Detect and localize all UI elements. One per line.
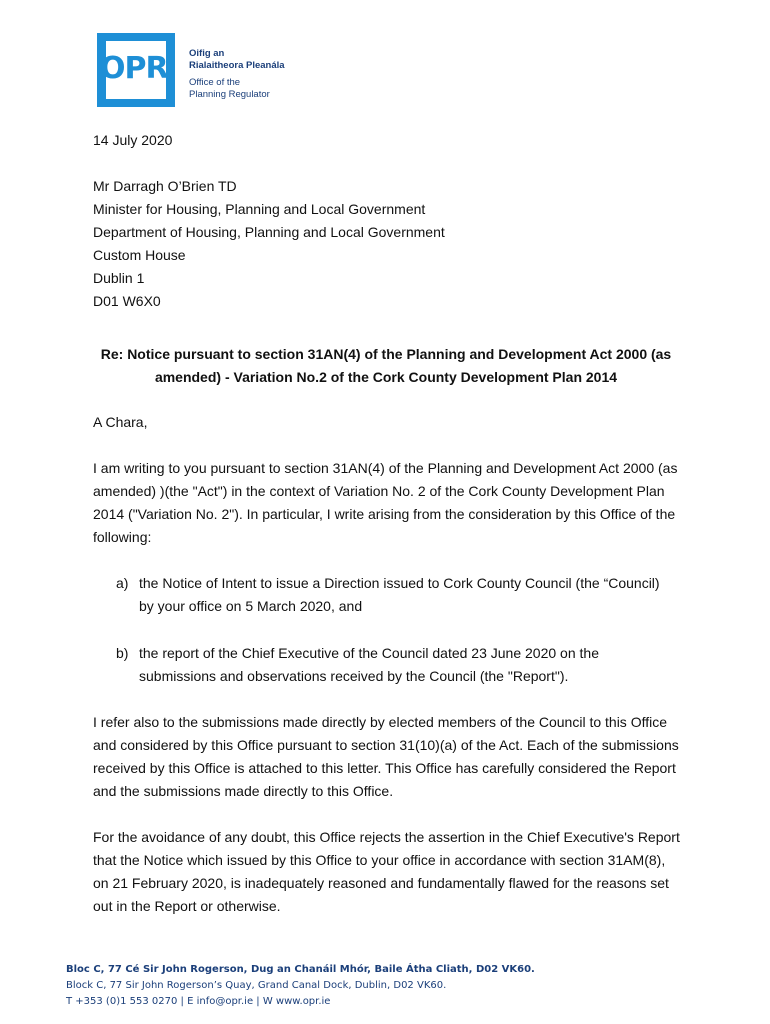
logo-mark-text: OPR [100, 51, 168, 86]
addressee-line: Department of Housing, Planning and Local Government [93, 224, 445, 240]
footer-irish-address: Bloc C, 77 Cé Sir John Rogerson, Dug an Chanáil Mhór, Baile Átha Cliath, D02 VK60. [66, 964, 535, 975]
addressee-line: Dublin 1 [93, 270, 145, 286]
list-item-b [116, 642, 676, 688]
list-item-text: the Notice of Intent to issue a Direction issued to Cork County Council (the “Council) by your office on 5 March 2020, and [139, 575, 660, 614]
list-item-a [116, 572, 676, 618]
addressee-line: Minister for Housing, Planning and Local Government [93, 201, 426, 217]
letter-date: 14 July 2020 [93, 132, 173, 148]
logo-english-line-1: Office of the [189, 77, 241, 88]
salutation: A Chara, [93, 414, 148, 430]
subject-line: Re: Notice pursuant to section 31AN(4) of the Planning and Development Act 2000 (as amended) - Variation No.2 of the Cork County Development Plan 2014 [100, 346, 672, 385]
list-item-text: the report of the Chief Executive of the Council dated 23 June 2020 on the submissions and observations received by the Council (the "Report"). [139, 645, 599, 684]
logo-irish-line-1: Oifig an [189, 48, 225, 59]
footer-contact: T +353 (0)1 553 0270 | E info@opr.ie | W www.opr.ie [66, 996, 331, 1007]
list-item-label: b) [116, 645, 129, 661]
body-paragraph-1: I am writing to you pursuant to section 31AN(4) of the Planning and Development Act 2000 (as amended) )(the "Act") in the context of Variation No. 2 of the Cork County Development Plan 2014 ("Variation No. 2"). In particular, I write arising from the consideration by this Office of the following: [93, 460, 678, 545]
body-paragraph-2: I refer also to the submissions made directly by elected members of the Council to this Office and considered by this Office pursuant to section 31(10)(a) of the Act. Each of the submissions received by this Office is attached to this letter. This Office has carefully considered the Report and the submissions made directly to this Office. [93, 714, 679, 799]
addressee-line: D01 W6X0 [93, 293, 161, 309]
opr-logo-mark [97, 33, 175, 107]
addressee-line: Custom House [93, 247, 186, 263]
body-paragraph-3: For the avoidance of any doubt, this Office rejects the assertion in the Chief Executive's Report that the Notice which issued by this Office to your office in accordance with section 31AM(8), on 21 February 2020, is inadequately reasoned and fundamentally flawed for the reasons set out in the Report or otherwise. [93, 829, 680, 914]
logo-wordmark [189, 48, 285, 101]
footer-english-address: Block C, 77 Sir John Rogerson’s Quay, Grand Canal Dock, Dublin, D02 VK60. [66, 980, 447, 991]
logo-english-line-2: Planning Regulator [189, 89, 270, 100]
list-item-label: a) [116, 575, 129, 591]
letter-footer [66, 962, 535, 1010]
addressee-line: Mr Darragh O’Brien TD [93, 178, 237, 194]
logo-irish-line-2: Rialaitheora Pleanála [189, 60, 285, 71]
